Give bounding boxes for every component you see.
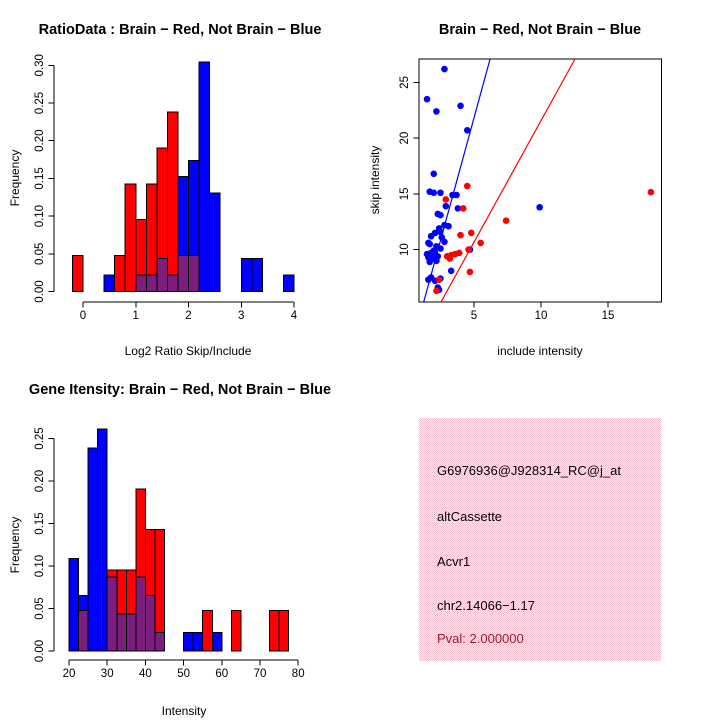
y-axis	[34, 427, 54, 662]
ratio-hist-title: RatioData : Brain − Red, Not Brain − Blue	[38, 22, 322, 38]
svg-text:0.05: 0.05	[34, 242, 47, 265]
intensity-scatter-plot	[360, 0, 720, 360]
svg-text:0.10: 0.10	[34, 204, 47, 228]
panel-intensity-scatter	[360, 0, 720, 360]
gene-name-text: Acvr1	[437, 554, 471, 569]
svg-text:0: 0	[79, 310, 87, 323]
panel-ratio-histogram	[0, 0, 360, 360]
svg-text:2: 2	[185, 310, 192, 323]
gene-hist-ylabel: Frequency	[8, 516, 22, 574]
not_brain_blue-points	[424, 66, 543, 293]
ratio-hist-xlabel: Log2 Ratio Skip/Include	[124, 344, 252, 358]
not_brain_blue-fit-line	[424, 59, 490, 302]
svg-text:25: 25	[399, 76, 412, 89]
splice-type-text: altCassette	[437, 509, 503, 524]
svg-text:60: 60	[215, 668, 229, 681]
svg-text:3: 3	[238, 310, 245, 323]
scatter-title: Brain − Red, Not Brain − Blue	[438, 22, 642, 38]
probe-id-text: G6976936@J928314_RC@j_at	[437, 463, 621, 478]
svg-text:15: 15	[601, 310, 615, 323]
svg-text:0.15: 0.15	[34, 167, 47, 190]
brain_red-points	[433, 183, 654, 294]
svg-text:10: 10	[399, 243, 412, 257]
svg-text:1: 1	[132, 310, 139, 323]
pval-text: Pval: 2.000000	[437, 631, 524, 646]
svg-text:0.25: 0.25	[34, 427, 47, 450]
svg-text:70: 70	[253, 668, 267, 681]
x-axis	[63, 660, 305, 680]
y-axis	[399, 76, 419, 256]
x-axis	[80, 302, 298, 322]
ratio-histogram-plot	[0, 0, 360, 360]
svg-text:40: 40	[139, 668, 152, 681]
locus-text: chr2.14066−1.17	[437, 598, 535, 613]
y-axis	[34, 54, 54, 303]
svg-text:50: 50	[177, 668, 190, 681]
svg-text:0.00: 0.00	[34, 280, 47, 303]
gene-hist-xlabel: Intensity	[161, 704, 207, 718]
svg-text:80: 80	[291, 668, 305, 681]
svg-text:0.00: 0.00	[34, 639, 47, 663]
svg-text:0.15: 0.15	[34, 512, 47, 535]
gene-hist-title: Gene Itensity: Brain − Red, Not Brain − Blue	[28, 382, 332, 398]
svg-text:20: 20	[399, 131, 412, 145]
svg-text:0.10: 0.10	[34, 554, 47, 578]
svg-text:0.25: 0.25	[34, 91, 47, 115]
ratio-hist-ylabel: Frequency	[8, 149, 22, 207]
svg-text:0.20: 0.20	[34, 469, 47, 493]
svg-text:5: 5	[470, 310, 478, 323]
x-axis	[471, 302, 615, 322]
brain_red-fit-line	[441, 59, 575, 302]
panel-gene-intensity-histogram	[0, 360, 360, 720]
svg-text:0.30: 0.30	[34, 54, 47, 77]
svg-text:10: 10	[534, 310, 548, 323]
scatter-ylabel: skip intensity	[368, 145, 382, 215]
svg-text:4: 4	[290, 310, 298, 323]
svg-text:0.20: 0.20	[34, 129, 47, 152]
gene-intensity-histogram-plot	[0, 360, 360, 720]
plot-box	[419, 59, 662, 302]
svg-text:20: 20	[62, 668, 76, 681]
svg-text:15: 15	[399, 187, 412, 201]
svg-text:0.05: 0.05	[34, 597, 47, 620]
gene-info-box	[419, 418, 661, 661]
svg-text:30: 30	[100, 668, 114, 681]
scatter-xlabel: include intensity	[497, 344, 583, 358]
